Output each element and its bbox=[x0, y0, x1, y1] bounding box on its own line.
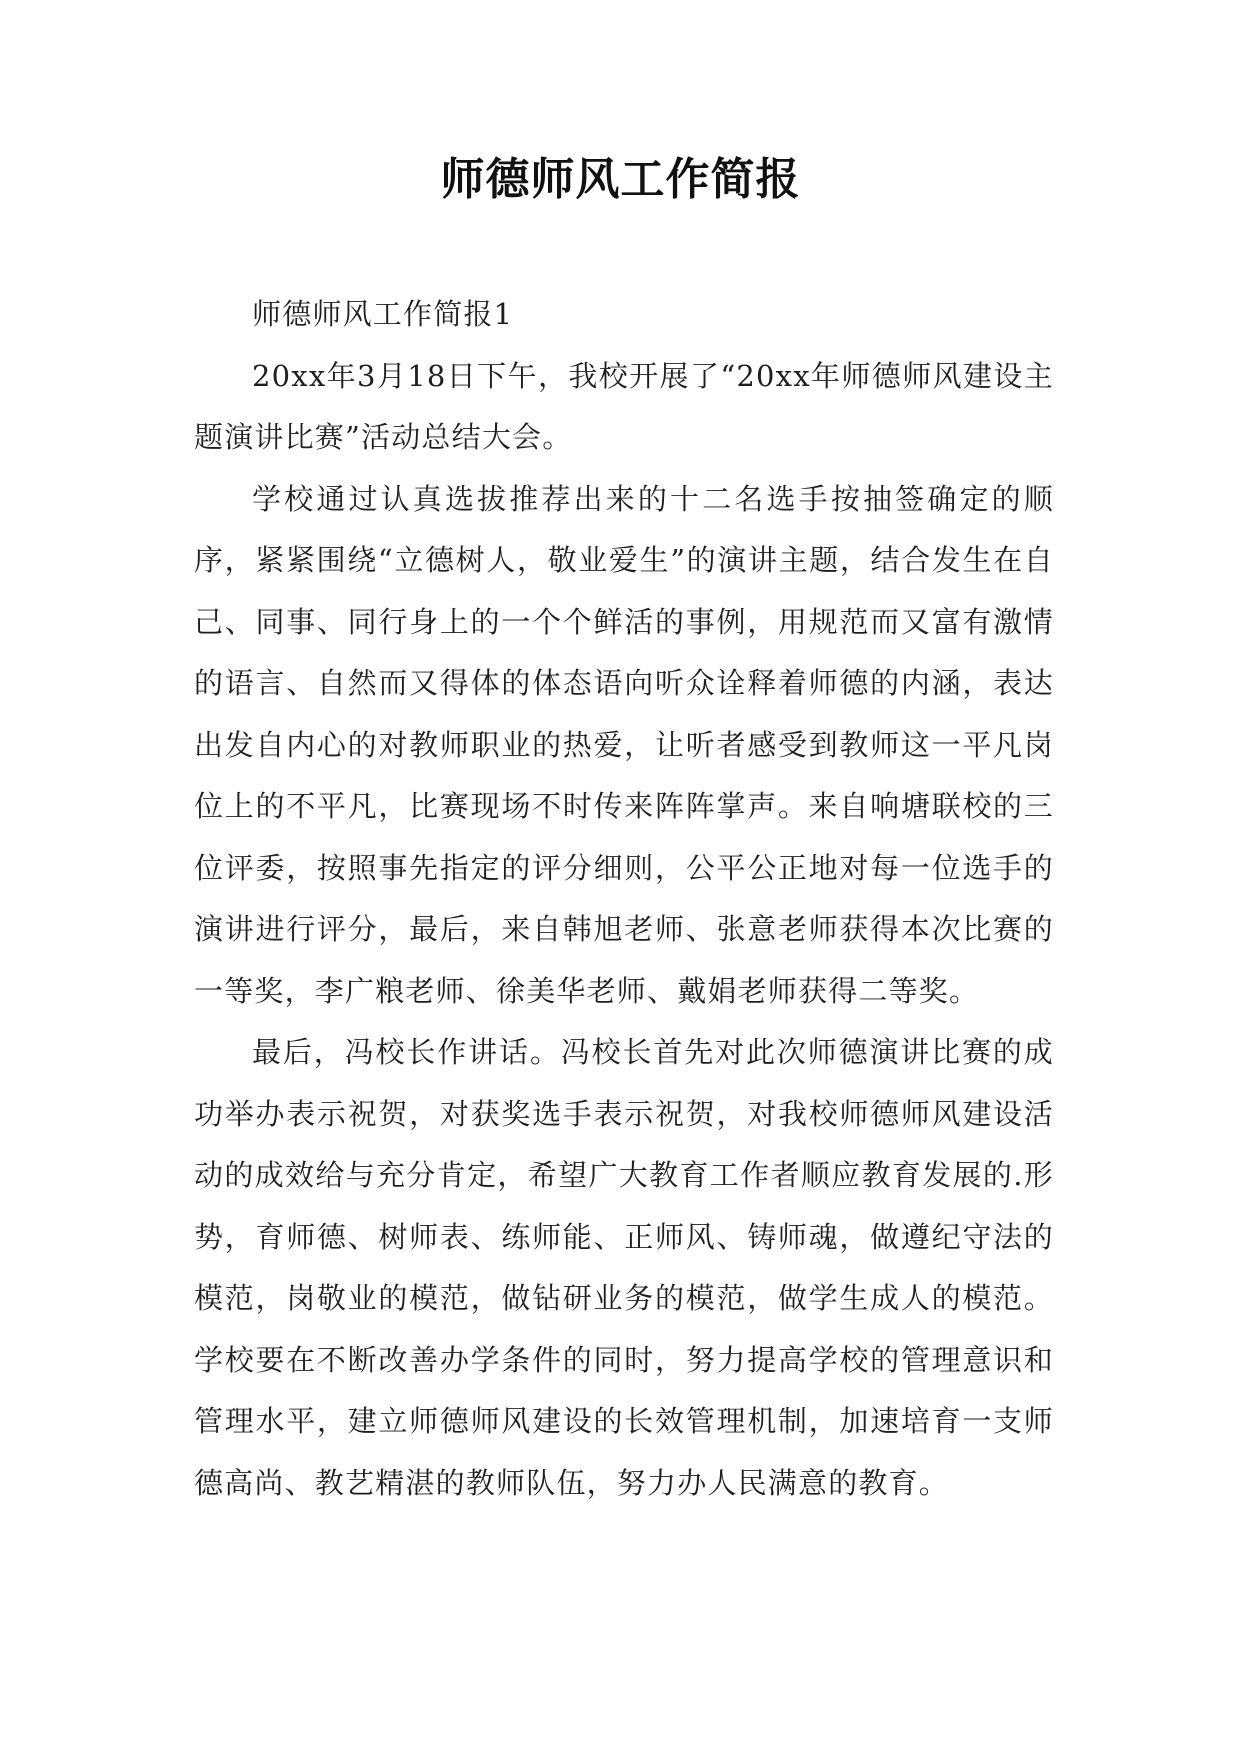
document-body bbox=[194, 284, 1054, 1514]
paragraph-competition-details: 学校通过认真选拔推荐出来的十二名选手按抽签确定的顺序，紧紧围绕“立德树人，敬业爱生”的演讲主题，结合发生在自己、同事、同行身上的一个个鲜活的事例，用规范而又富有激情的语言、自然而又得体的体态语向听众诠释着师德的内涵，表达出发自内心的对教师职业的热爱，让听者感受到教师这一平凡岗位上的不平凡，比赛现场不时传来阵阵掌声。来自响塘联校的三位评委，按照事先指定的评分细则，公平公正地对每一位选手的演讲进行评分，最后，来自韩旭老师、张意老师获得本次比赛的一等奖，李广粮老师、徐美华老师、戴娟老师获得二等奖。 bbox=[194, 481, 1054, 1008]
paragraph-subtitle: 师德师风工作简报1 bbox=[252, 297, 514, 331]
paragraph-event-intro: 20xx年3月18日下午，我校开展了“20xx年师德师风建设主题演讲比赛”活动总结大会。 bbox=[194, 358, 1054, 454]
document-title: 师德师风工作简报 bbox=[440, 154, 801, 205]
paragraph-principal-speech: 最后，冯校长作讲话。冯校长首先对此次师德演讲比赛的成功举办表示祝贺，对获奖选手表示祝贺，对我校师德师风建设活动的成效给与充分肯定，希望广大教育工作者顺应教育发展的.形势，育师德、树师表、练师能、正师风、铸师魂，做遵纪守法的模范，岗敬业的模范，做钻研业务的模范，做学生成人的模范。学校要在不断改善办学条件的同时，努力提高学校的管理意识和管理水平，建立师德师风建设的长效管理机制，加速培育一支师德高尚、教艺精湛的教师队伍，努力办人民满意的教育。 bbox=[194, 1035, 1054, 1500]
